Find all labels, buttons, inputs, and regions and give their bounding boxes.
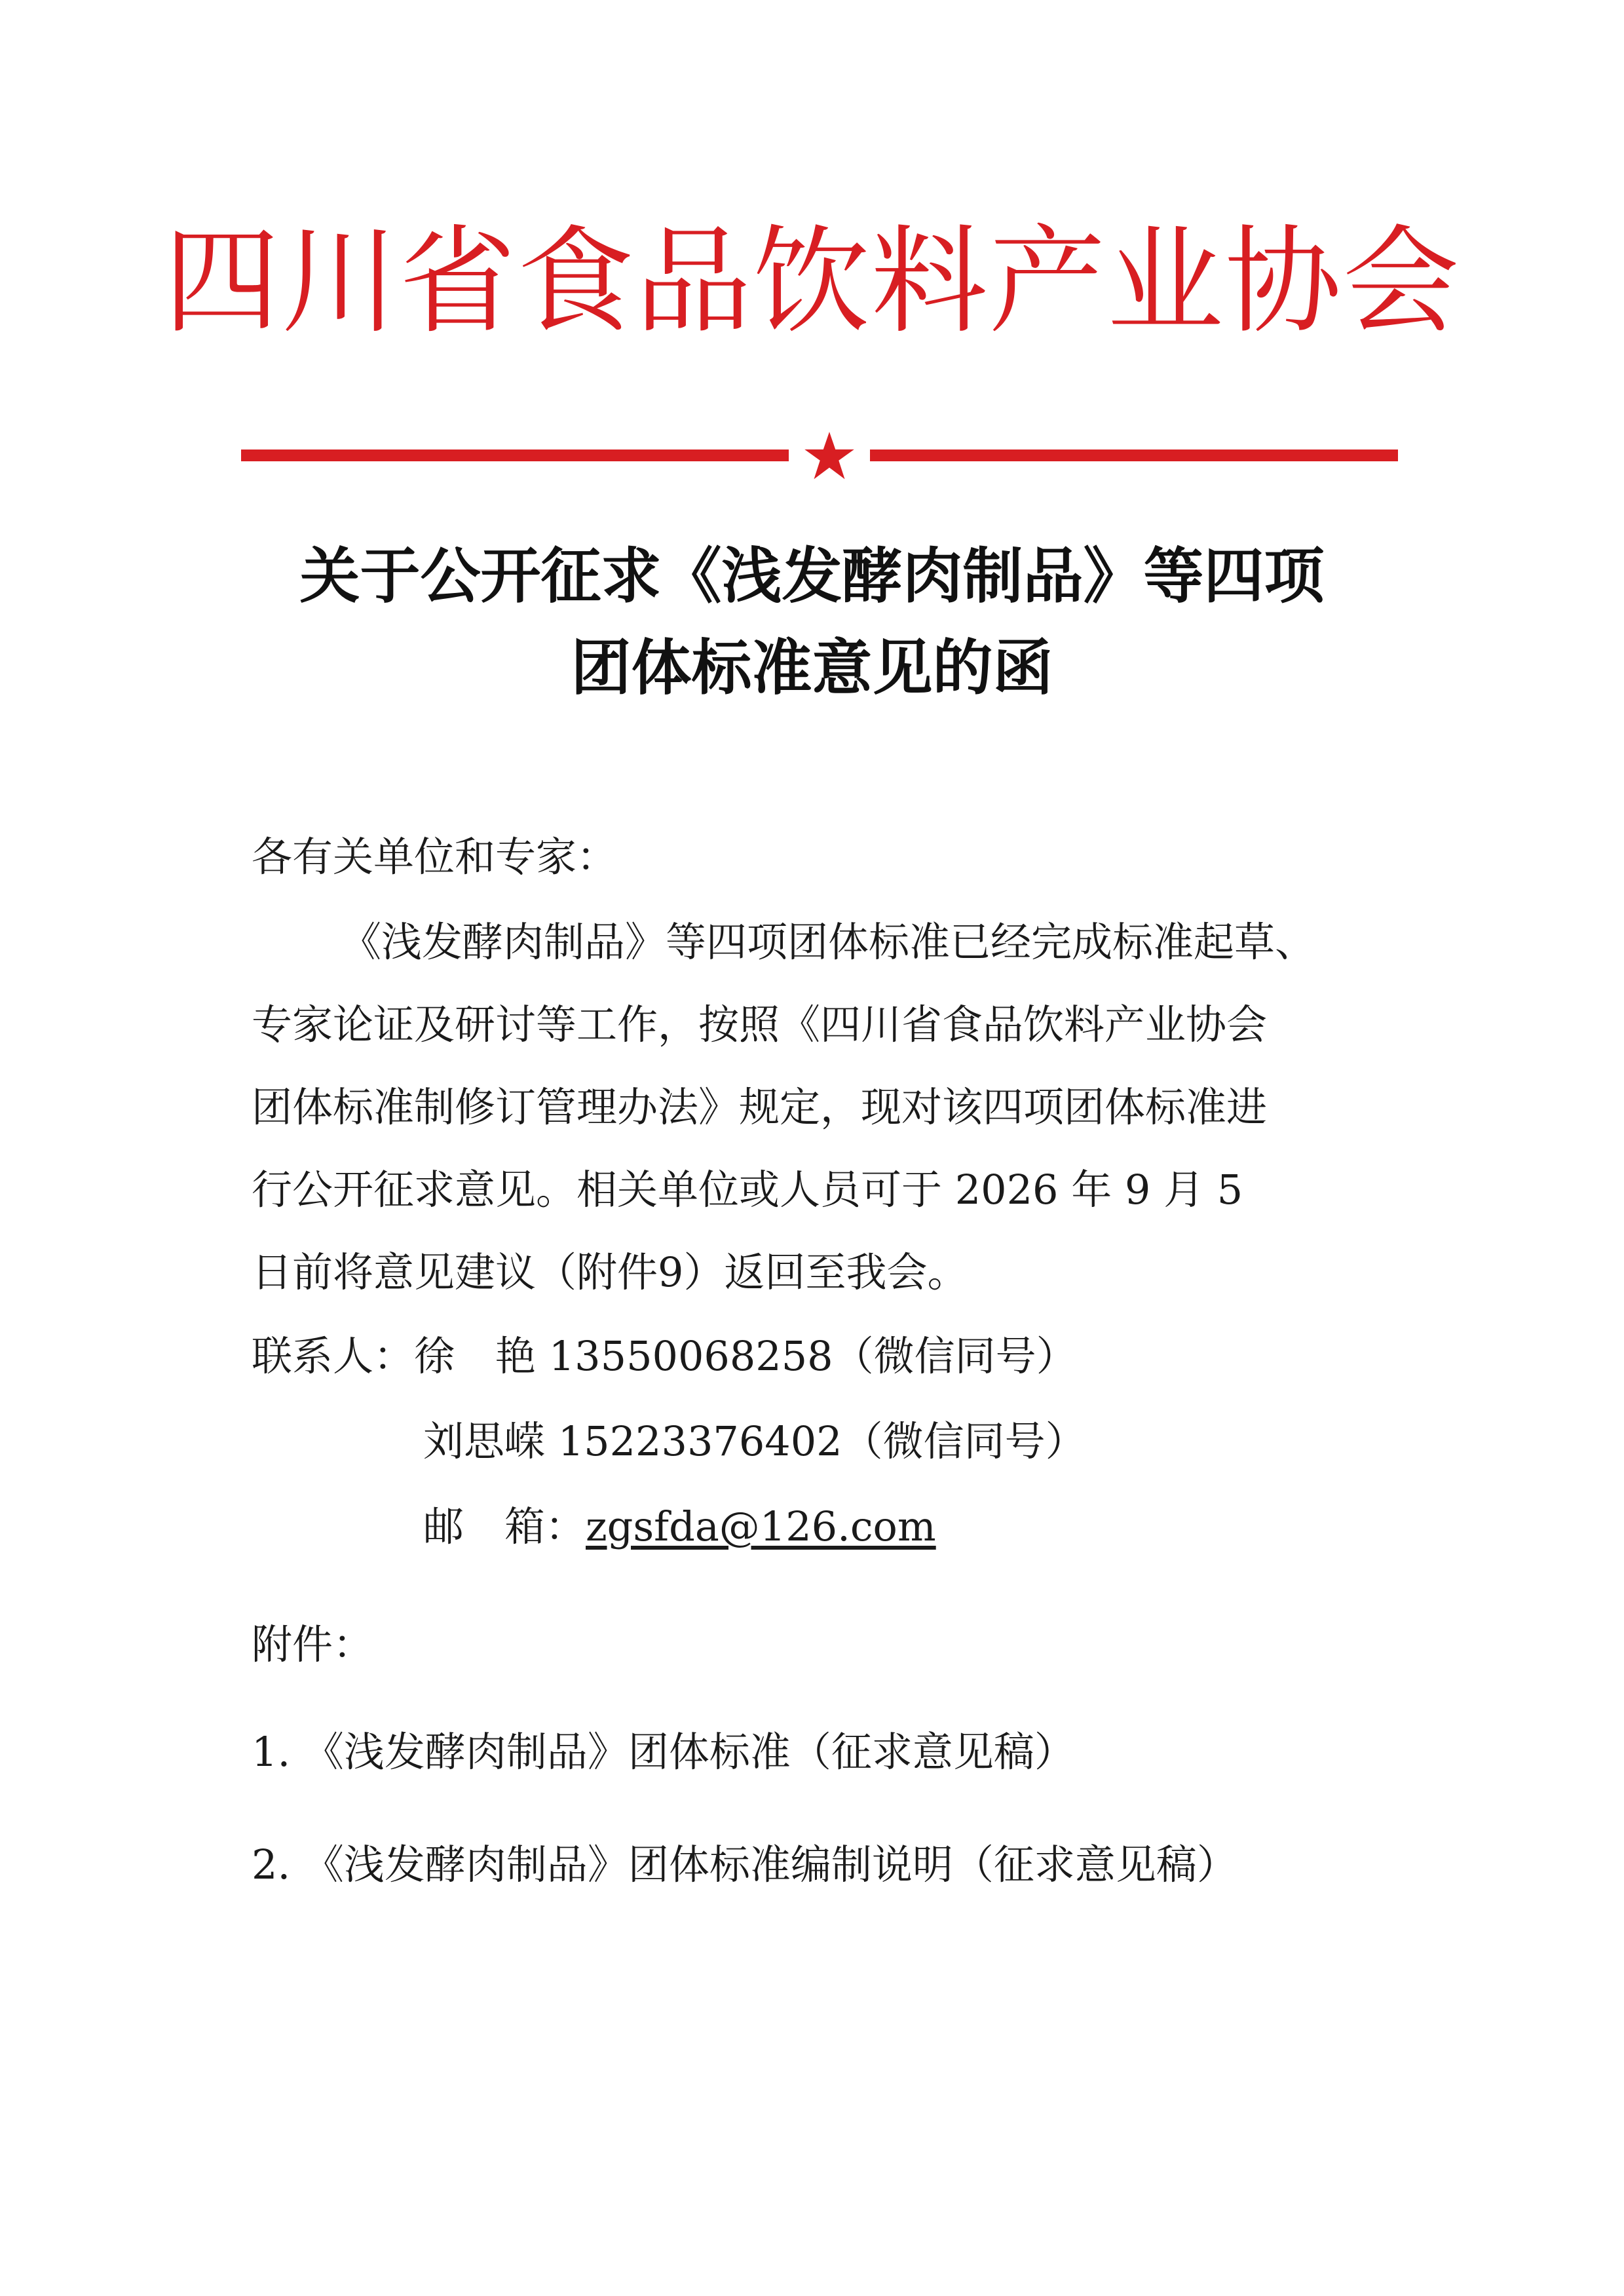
email-label: 邮 箱： — [423, 1502, 586, 1550]
contact-person-1: 徐 艳 13550068258（微信同号） — [414, 1332, 1077, 1380]
contact-row-1 — [252, 1330, 1077, 1383]
paragraph-line: 行公开征求意见。相关单位或人员可于 2026 年 9 月 5 — [252, 1166, 1243, 1214]
salutation: 各有关单位和专家： — [252, 833, 618, 881]
letterhead-org-name: 四川省食品饮料产业协会 — [163, 214, 1461, 349]
contact-label: 联系人： — [252, 1332, 415, 1380]
contact-email-row — [423, 1501, 936, 1553]
paragraph-line: 团体标准制修订管理办法》规定，现对该四项团体标准进 — [252, 1083, 1268, 1131]
document-title-line-2: 团体标准意见的函 — [571, 633, 1053, 703]
email-link[interactable]: zgsfda@126.com — [586, 1502, 936, 1550]
letterhead-rule-left — [241, 450, 789, 461]
paragraph-line: 日前将意见建议（附件9）返回至我会。 — [252, 1248, 968, 1296]
document-title-line-1: 关于公开征求《浅发酵肉制品》等四项 — [299, 541, 1325, 611]
attachment-item: 1. 《浅发酵肉制品》团体标准（征求意见稿） — [252, 1728, 1075, 1776]
star-icon — [802, 429, 857, 484]
contact-person-2: 刘思嵘 15223376402（微信同号） — [423, 1417, 1086, 1465]
attachment-item: 2. 《浅发酵肉制品》团体标准编制说明（征求意见稿） — [252, 1841, 1237, 1888]
attachments-label: 附件： — [252, 1620, 374, 1668]
paragraph-line: 《浅发酵肉制品》等四项团体标准已经完成标准起草、 — [341, 918, 1316, 966]
letterhead-rule-right — [870, 450, 1398, 461]
paragraph-line: 专家论证及研讨等工作，按照《四川省食品饮料产业协会 — [252, 1001, 1268, 1048]
